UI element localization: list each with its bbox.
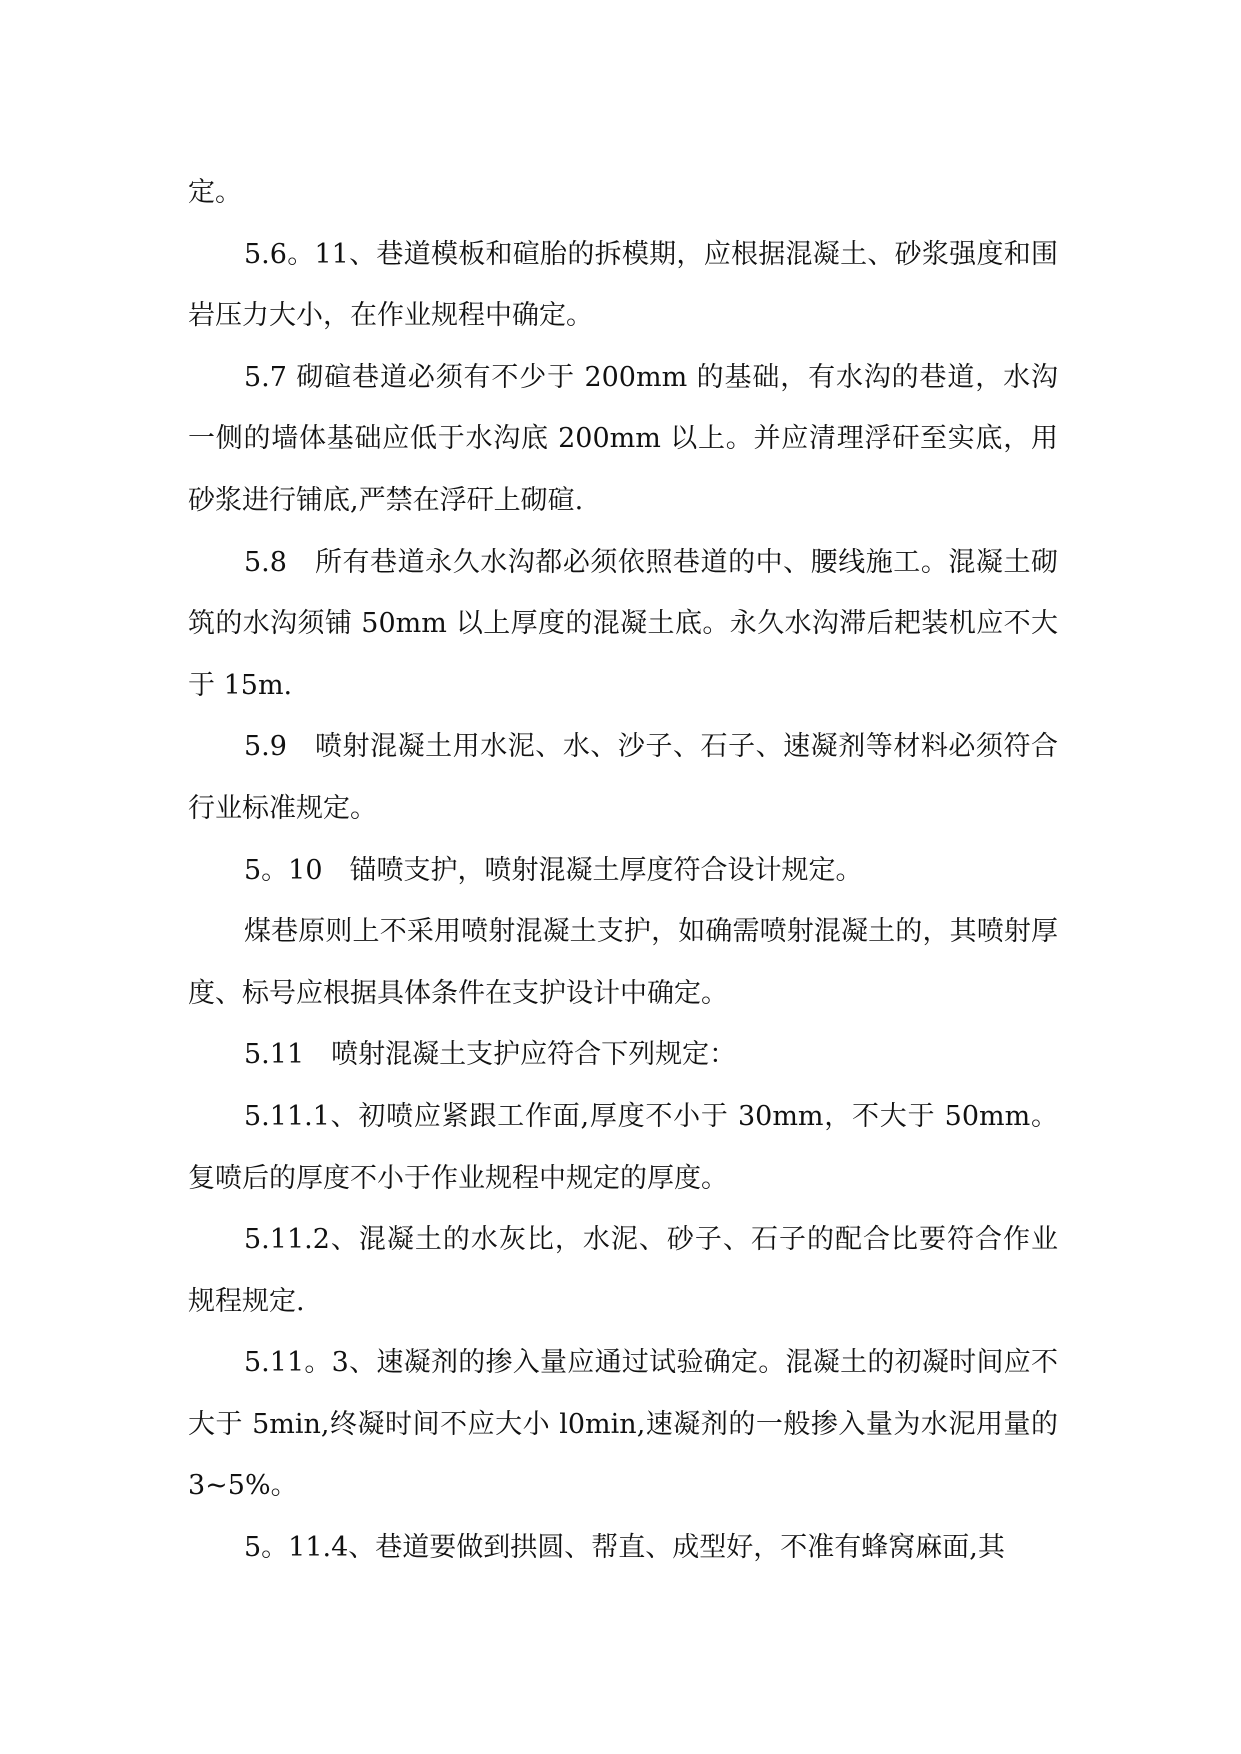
paragraph: 5。10 锚喷支护，喷射混凝土厚度符合设计规定。 bbox=[244, 854, 863, 886]
paragraph: 5.11。3、速凝剂的掺入量应通过试验确定。混凝土的初凝时间应不大于 5min,终凝时间不应大小 l0min,速凝剂的一般掺入量为水泥用量的 3~5%。 bbox=[188, 1347, 1058, 1502]
paragraph: 5.8 所有巷道永久水沟都必须依照巷道的中、腰线施工。混凝土砌筑的水沟须铺 50mm 以上厚度的混凝土底。永久水沟滞后耙装机应不大于 15m. bbox=[188, 546, 1058, 701]
paragraph: 5.11.2、混凝土的水灰比，水泥、砂子、石子的配合比要符合作业规程规定. bbox=[188, 1224, 1058, 1317]
paragraph: 定。 bbox=[188, 177, 242, 208]
paragraph: 5.11 喷射混凝土支护应符合下列规定： bbox=[244, 1039, 737, 1071]
paragraph: 5.11.1、初喷应紧跟工作面,厚度不小于 30mm，不大于 50mm。复喷后的厚度不小于作业规程中规定的厚度。 bbox=[188, 1100, 1058, 1194]
document-body bbox=[188, 162, 1058, 1579]
paragraph: 5。11.4、巷道要做到拱圆、帮直、成型好，不准有蜂窝麻面,其 bbox=[244, 1532, 1005, 1564]
paragraph: 5.9 喷射混凝土用水泥、水、沙子、石子、速凝剂等材料必须符合行业标准规定。 bbox=[188, 731, 1058, 824]
paragraph: 5.7 砌碹巷道必须有不少于 200mm 的基础，有水沟的巷道，水沟一侧的墙体基础应低于水沟底 200mm 以上。并应清理浮矸至实底，用砂浆进行铺底,严禁在浮矸上砌碹. bbox=[188, 361, 1058, 516]
paragraph: 5.6。11、巷道模板和碹胎的拆模期，应根据混凝土、砂浆强度和围岩压力大小，在作业规程中确定。 bbox=[188, 238, 1058, 332]
paragraph: 煤巷原则上不采用喷射混凝土支护，如确需喷射混凝土的，其喷射厚度、标号应根据具体条件在支护设计中确定。 bbox=[188, 916, 1058, 1009]
